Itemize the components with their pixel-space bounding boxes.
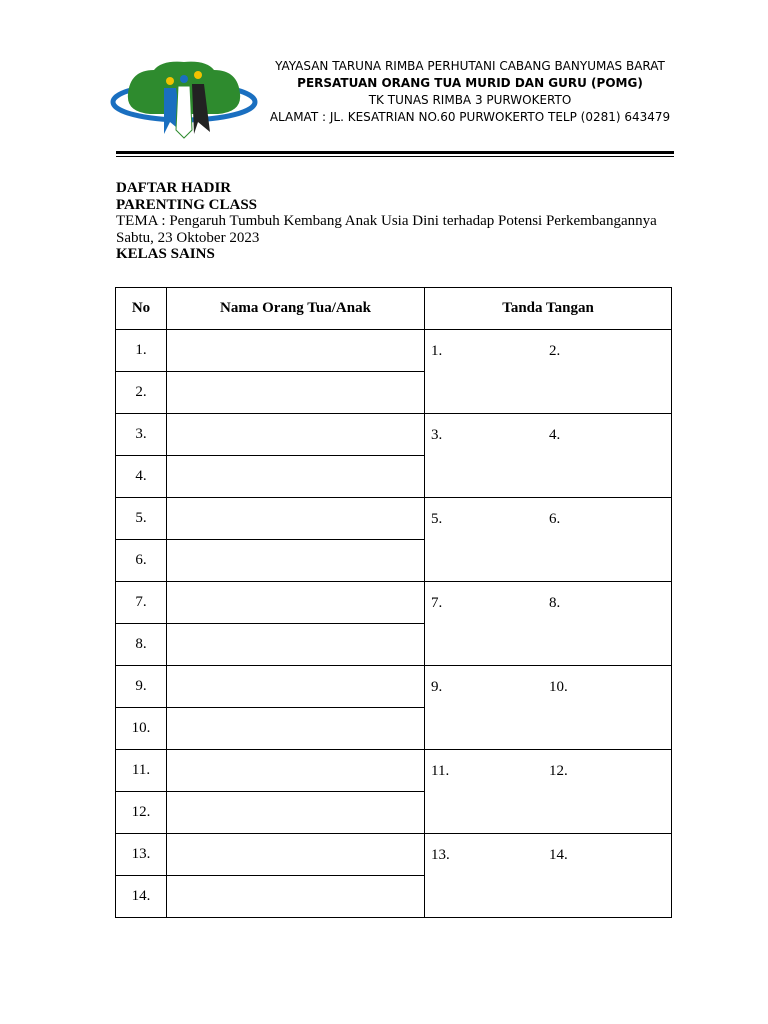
signature-cell[interactable] <box>425 750 672 834</box>
name-cell[interactable] <box>167 414 425 456</box>
letterhead-foundation: YAYASAN TARUNA RIMBA PERHUTANI CABANG BANYUMAS BARAT <box>275 59 665 73</box>
signature-number: 8. <box>549 595 561 611</box>
table-row <box>116 414 672 456</box>
signature-cell[interactable] <box>425 666 672 750</box>
header-signature: Tanda Tangan <box>425 288 672 330</box>
school-tree-logo-icon <box>110 60 258 142</box>
doc-subtitle: PARENTING CLASS <box>116 196 257 213</box>
name-cell[interactable] <box>167 750 425 792</box>
signature-number: 4. <box>549 427 561 443</box>
header-divider-thick <box>116 151 674 154</box>
signature-cell[interactable] <box>425 414 672 498</box>
doc-title: DAFTAR HADIR <box>116 180 232 196</box>
table-row <box>116 834 672 876</box>
signature-number: 7. <box>431 595 443 611</box>
table-row <box>116 666 672 708</box>
signature-cell[interactable] <box>425 498 672 582</box>
signature-number: 14. <box>549 847 568 863</box>
name-cell[interactable] <box>167 792 425 834</box>
row-number: 8. <box>116 624 167 666</box>
table-row <box>116 498 672 540</box>
signature-number: 13. <box>431 847 450 863</box>
letterhead-school: TK TUNAS RIMBA 3 PURWOKERTO <box>368 93 572 107</box>
header-no: No <box>116 288 167 330</box>
doc-theme: TEMA : Pengaruh Tumbuh Kembang Anak Usia Dini terhadap Potensi Perkembangannya <box>116 213 657 229</box>
row-number: 9. <box>116 666 167 708</box>
name-cell[interactable] <box>167 834 425 876</box>
row-number: 4. <box>116 456 167 498</box>
signature-number: 10. <box>549 679 568 695</box>
signature-cell[interactable] <box>425 330 672 414</box>
doc-date: Sabtu, 23 Oktober 2023 <box>116 229 260 246</box>
table-row <box>116 750 672 792</box>
doc-class: KELAS SAINS <box>116 246 215 262</box>
signature-number: 5. <box>431 511 443 527</box>
signature-number: 1. <box>431 343 443 359</box>
name-cell[interactable] <box>167 330 425 372</box>
letterhead <box>268 58 672 126</box>
row-number: 2. <box>116 372 167 414</box>
row-number: 12. <box>116 792 167 834</box>
document-info <box>116 180 716 263</box>
header-divider-thin <box>116 156 674 157</box>
row-number: 3. <box>116 414 167 456</box>
signature-number: 9. <box>431 679 443 695</box>
name-cell[interactable] <box>167 582 425 624</box>
signature-cell[interactable] <box>425 582 672 666</box>
row-number: 7. <box>116 582 167 624</box>
row-number: 10. <box>116 708 167 750</box>
letterhead-address: ALAMAT : JL. KESATRIAN NO.60 PURWOKERTO TELP (0281) 643479 <box>269 110 671 124</box>
table-header-row <box>116 288 672 330</box>
name-cell[interactable] <box>167 498 425 540</box>
table-row <box>116 582 672 624</box>
header-name: Nama Orang Tua/Anak <box>167 288 425 330</box>
letterhead-association: PERSATUAN ORANG TUA MURID DAN GURU (POMG) <box>297 76 643 90</box>
name-cell[interactable] <box>167 372 425 414</box>
signature-number: 12. <box>549 763 568 779</box>
name-cell[interactable] <box>167 624 425 666</box>
signature-number: 11. <box>431 763 450 779</box>
row-number: 14. <box>116 876 167 918</box>
attendance-table <box>115 287 672 918</box>
row-number: 6. <box>116 540 167 582</box>
name-cell[interactable] <box>167 540 425 582</box>
name-cell[interactable] <box>167 708 425 750</box>
row-number: 11. <box>116 750 167 792</box>
signature-cell[interactable] <box>425 834 672 918</box>
signature-number: 2. <box>549 343 561 359</box>
row-number: 13. <box>116 834 167 876</box>
row-number: 1. <box>116 330 167 372</box>
signature-number: 3. <box>431 427 443 443</box>
signature-number: 6. <box>549 511 561 527</box>
name-cell[interactable] <box>167 666 425 708</box>
name-cell[interactable] <box>167 456 425 498</box>
table-row <box>116 330 672 372</box>
name-cell[interactable] <box>167 876 425 918</box>
row-number: 5. <box>116 498 167 540</box>
